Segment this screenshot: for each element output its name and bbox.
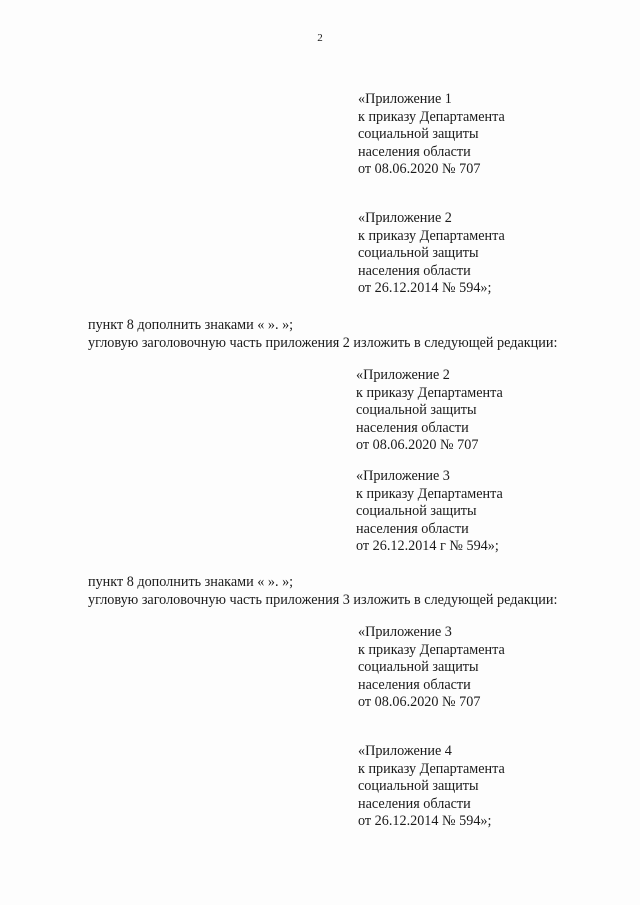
appendix-line: населения области [356,520,469,537]
instruction-line: угловую заголовочную часть приложения 3 изложить в следующей редакции: [88,591,558,608]
instruction-line: пункт 8 дополнить знаками « ». »; [88,317,294,333]
appendix-header-block [358,91,505,179]
page-number: 2 [317,32,323,44]
instruction-line: пункт 8 дополнить знаками « ». »; [88,574,294,590]
appendix-line: населения области [358,143,471,160]
appendix-line: населения области [356,419,469,436]
appendix-line: «Приложение 3 [358,624,452,640]
appendix-header-block [358,743,505,831]
appendix-line: социальной защиты [358,659,479,675]
appendix-line: социальной защиты [358,778,479,794]
appendix-line: населения области [358,262,471,279]
appendix-line: от 26.12.2014 № 594»; [358,280,492,296]
appendix-line: к приказу Департамента [356,485,503,502]
appendix-line: от 26.12.2014 г № 594»; [356,538,499,554]
instruction-paragraph [88,317,557,352]
instruction-line: угловую заголовочную часть приложения 2 изложить в следующей редакции: [88,334,558,351]
appendix-line: от 08.06.2020 № 707 [358,161,481,177]
appendix-line: «Приложение 3 [356,468,450,484]
appendix-line: «Приложение 2 [356,367,450,383]
appendix-line: от 26.12.2014 № 594»; [358,813,492,829]
appendix-header-block [358,210,505,298]
appendix-header-block [356,468,503,556]
appendix-line: к приказу Департамента [358,108,505,125]
appendix-line: к приказу Департамента [358,760,505,777]
appendix-line: к приказу Департамента [356,384,503,401]
appendix-header-block [356,367,503,455]
appendix-line: социальной защиты [356,402,477,418]
appendix-line: к приказу Департамента [358,227,505,244]
appendix-line: от 08.06.2020 № 707 [356,437,479,453]
appendix-line: «Приложение 1 [358,91,452,107]
instruction-paragraph [88,574,557,609]
appendix-header-block [358,624,505,712]
appendix-line: «Приложение 4 [358,743,452,759]
appendix-line: населения области [358,676,471,693]
appendix-line: от 08.06.2020 № 707 [358,694,481,710]
appendix-line: социальной защиты [358,245,479,261]
appendix-line: социальной защиты [356,503,477,519]
appendix-line: населения области [358,795,471,812]
appendix-line: социальной защиты [358,126,479,142]
appendix-line: к приказу Департамента [358,641,505,658]
appendix-line: «Приложение 2 [358,210,452,226]
